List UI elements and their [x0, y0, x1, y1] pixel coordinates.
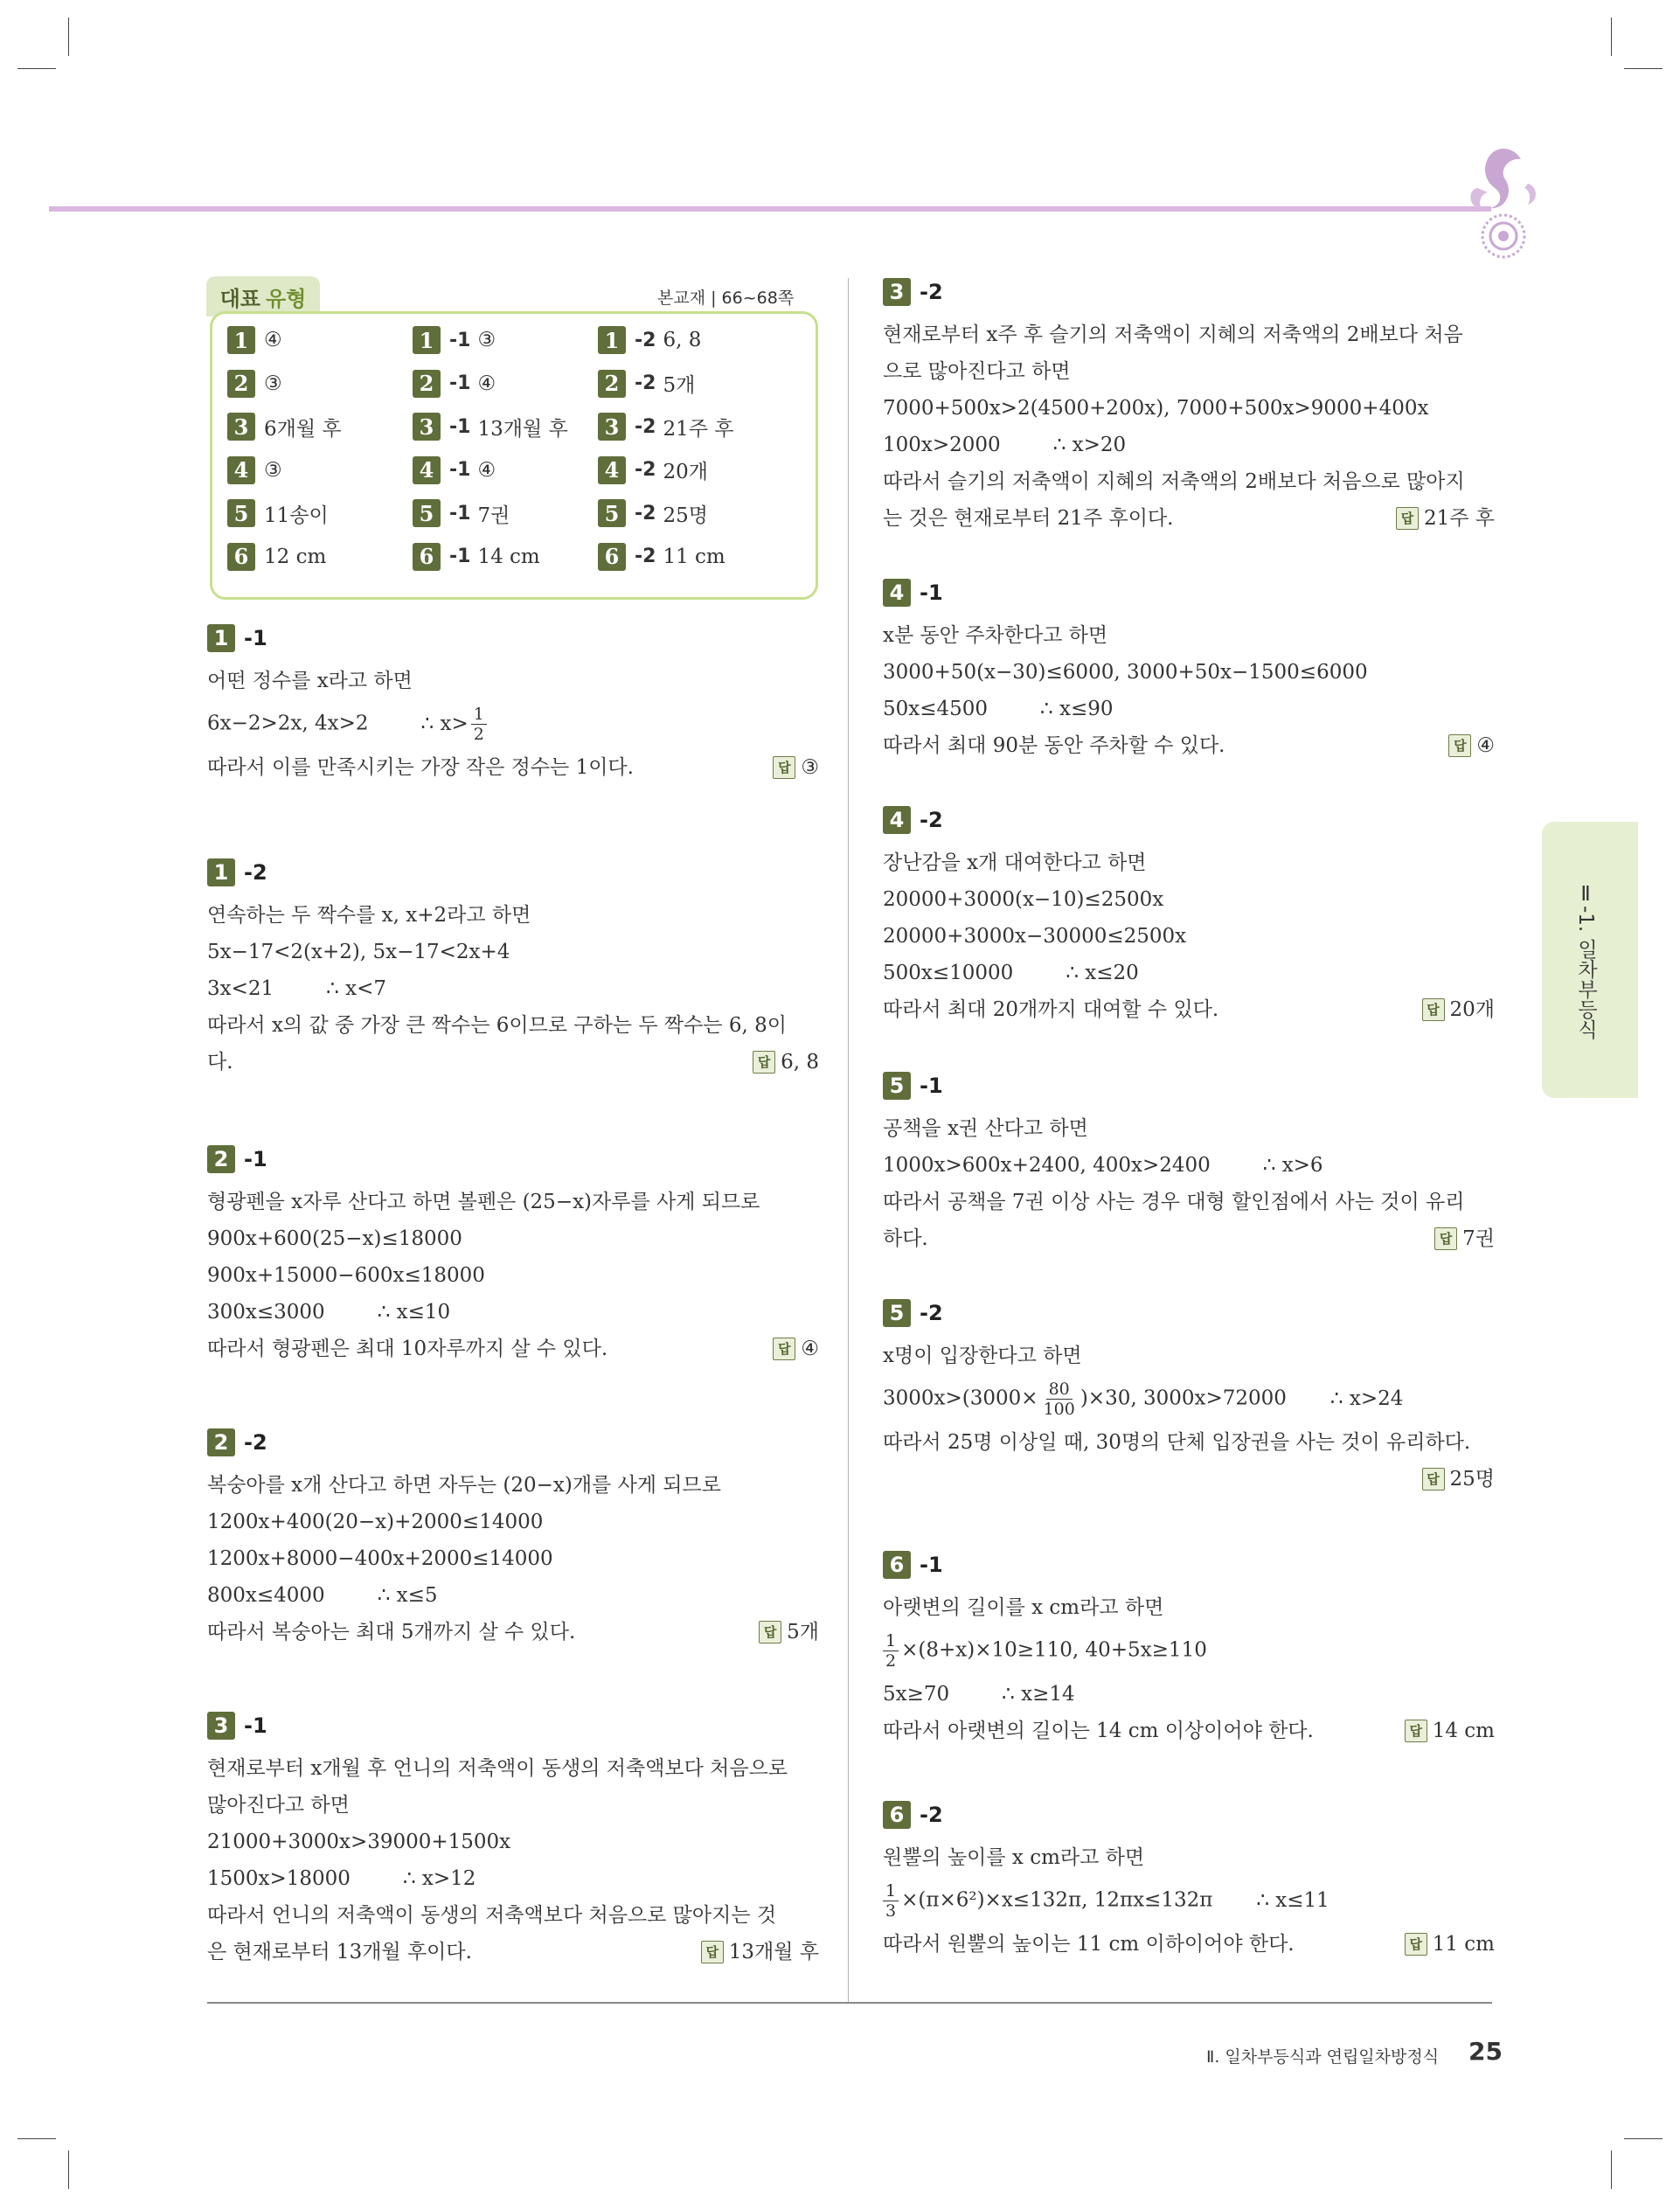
- problem-number-badge: 3: [227, 413, 255, 441]
- header-rule: [49, 206, 1491, 212]
- sub-number: -2: [635, 415, 656, 438]
- answer-grid-cell: [227, 498, 329, 528]
- answer-value: 7권: [477, 504, 510, 527]
- answer: 답 ④: [773, 1331, 819, 1367]
- answer: 답 25명: [1422, 1461, 1496, 1498]
- answer-mark-icon: 답: [759, 1621, 781, 1644]
- problem-number-badge: 1: [598, 326, 626, 354]
- problem-number-badge: 3: [413, 413, 441, 441]
- answer: 답 ③: [773, 749, 819, 786]
- problem-number-badge: 6: [227, 543, 255, 571]
- answer-mark-icon: 답: [1434, 1227, 1457, 1250]
- problem-4-1: 4 -1 x분 동안 주차한다고 하면 3000+50(x−30)≤6000, 3000+50x−1500≤6000 50x≤4500 ∴ x≤90 따라서 최대 90분 동안 주차할 수 있다. 답 ④: [883, 579, 1495, 764]
- answer-grid-cell: [598, 542, 725, 572]
- answer-mark-icon: 답: [773, 756, 795, 779]
- answer: 답 ④: [1448, 727, 1495, 764]
- sub-number: -2: [635, 459, 656, 481]
- answer-grid-cell: [227, 455, 282, 485]
- crop-mark: [1624, 2138, 1663, 2139]
- fraction: $\frac{1}{2}$: [883, 1631, 899, 1671]
- answer-value: ④: [477, 458, 496, 482]
- problem-3-2: 3 -2 현재로부터 x주 후 슬기의 저축액이 지혜의 저축액의 2배보다 처음 으로 많아진다고 하면 7000+500x>2(4500+200x), 7000+500x>9000+400x 100x>2000 ∴ x>20 따라서 슬기의 저축액이 지혜의 저축액의 2배보다 처음으로 많아지 는 것은 현재로부터 21주 후이다. 답 21주 후: [883, 278, 1495, 537]
- answer-value: 11송이: [264, 504, 329, 527]
- sub-number: -2: [635, 329, 656, 351]
- crop-mark: [1611, 17, 1612, 56]
- answer: 답 11 cm: [1405, 1926, 1495, 1963]
- textbook-reference: 본교재 | 66~68쪽: [657, 288, 795, 308]
- answer-value: ④: [264, 329, 282, 351]
- answer-value: 6개월 후: [264, 417, 342, 441]
- answer-mark-icon: 답: [753, 1051, 775, 1074]
- answer-value: ③: [264, 372, 282, 395]
- answer-value: 11 cm: [663, 545, 725, 568]
- problem-1-2: 1 -2 연속하는 두 짝수를 x, x+2라고 하면 5x−17<2(x+2), 5x−17<2x+4 3x<21 ∴ x<7 따라서 x의 값 중 가장 큰 짝수는 6이므로 구하는 두 짝수는 6, 8이 다. 답 6, 8: [207, 858, 819, 1081]
- answer: 답 20개: [1422, 991, 1496, 1028]
- answer-grid-cell: [227, 325, 282, 355]
- crop-mark: [1611, 2151, 1612, 2189]
- answer-grid-cell: [598, 369, 695, 399]
- problem-number-badge: 1: [207, 858, 235, 886]
- problem-number-badge: 4: [883, 806, 911, 834]
- answer-mark-icon: 답: [1405, 1933, 1427, 1956]
- answer-mark-icon: 답: [1448, 734, 1471, 757]
- answer-mark-icon: 답: [701, 1941, 724, 1963]
- problem-4-2: 4 -2 장난감을 x개 대여한다고 하면 20000+3000(x−10)≤2500x 20000+3000x−30000≤2500x 500x≤10000 ∴ x≤20 따라서 최대 20개까지 대여할 수 있다. 답 20개: [883, 806, 1495, 1028]
- problem-5-2: 5 -2 x명이 입장한다고 하면 3000x>(3000× $\frac{80}{100}$ )×30, 3000x>72000 ∴ x>24 따라서 25명 이상일 때, 30명의 단체 입장권을 사는 것이 유리하다. 답 25명: [883, 1299, 1495, 1498]
- problem-number-badge: 5: [598, 499, 626, 527]
- problem-number-badge: 2: [413, 370, 441, 398]
- sub-number: -1: [449, 372, 471, 394]
- answer-value: ④: [477, 372, 496, 395]
- problem-number-badge: 4: [598, 456, 626, 484]
- answer-grid-cell: [598, 325, 701, 355]
- flower-ornament-icon: [1451, 140, 1547, 262]
- footer-chapter-title: Ⅱ. 일차부등식과 연립일차방정식: [1206, 2047, 1440, 2067]
- crop-mark: [17, 2138, 56, 2139]
- sub-number: -1: [449, 546, 471, 567]
- problem-number-badge: 6: [413, 543, 441, 571]
- answer-value: 5개: [663, 374, 696, 397]
- answer-grid-cell: [413, 498, 510, 528]
- representative-type-tag: 대표 유형: [206, 276, 320, 316]
- problem-number-badge: 5: [883, 1072, 911, 1100]
- problem-number-badge: 4: [883, 579, 911, 607]
- answer-grid-cell: [413, 455, 496, 485]
- answer-mark-icon: 답: [1422, 998, 1445, 1021]
- answer-grid-cell: [413, 325, 496, 355]
- page-number: 25: [1468, 2037, 1503, 2066]
- problem-number-badge: 6: [883, 1801, 911, 1829]
- sub-number: -2: [635, 372, 656, 394]
- bottom-rule: [207, 2002, 1492, 2004]
- answer-grid-cell: [227, 369, 282, 399]
- crop-mark: [68, 2151, 69, 2189]
- answer-mark-icon: 답: [1422, 1468, 1445, 1491]
- answer: 답 6, 8: [753, 1044, 819, 1081]
- problem-number-badge: 6: [598, 543, 626, 571]
- problem-number-badge: 5: [227, 499, 255, 527]
- answer-grid-cell: [413, 542, 540, 572]
- problem-number-badge: 3: [598, 413, 626, 441]
- fraction: $\frac{80}{100}$: [1043, 1379, 1075, 1419]
- answer-value: 25명: [663, 504, 708, 527]
- problem-number-badge: 2: [598, 370, 626, 398]
- answer-value: 21주 후: [663, 417, 734, 441]
- fraction: $\frac{1}{3}$: [883, 1881, 899, 1921]
- problem-1-1: 1 -1 어떤 정수를 x라고 하면 6x−2>2x, 4x>2 ∴ x> $\frac{1}{2}$ 따라서 이를 만족시키는 가장 작은 정수는 1이다. 답 ③: [207, 624, 819, 786]
- column-divider: [848, 278, 849, 2002]
- sub-number: -1: [449, 459, 471, 481]
- answer-grid-cell: [598, 455, 708, 485]
- answer-value: 20개: [663, 461, 708, 483]
- problem-3-1: 3 -1 현재로부터 x개월 후 언니의 저축액이 동생의 저축액보다 처음으로 많아진다고 하면 21000+3000x>39000+1500x 1500x>18000 ∴ x>12 따라서 언니의 저축액이 동생의 저축액보다 처음으로 많아지는 것 은 현재로부터 13개월 후이다. 답 13개월 후: [207, 1712, 819, 1970]
- crop-mark: [68, 17, 69, 56]
- problem-number-badge: 5: [883, 1299, 911, 1327]
- crop-mark: [17, 68, 56, 69]
- problem-5-1: 5 -1 공책을 x권 산다고 하면 1000x>600x+2400, 400x>2400 ∴ x>6 따라서 공책을 7권 이상 사는 경우 대형 할인점에서 사는 것이 유리 하다. 답 7권: [883, 1072, 1495, 1257]
- answer: 답 7권: [1434, 1220, 1495, 1257]
- answer-grid-cell: [598, 412, 733, 441]
- problem-number-badge: 2: [227, 370, 255, 398]
- crop-mark: [1624, 68, 1663, 69]
- answer-mark-icon: 답: [1405, 1720, 1427, 1742]
- problem-6-1: 6 -1 아랫변의 길이를 x cm라고 하면 $\frac{1}{2}$ ×(8+x)×10≥110, 40+5x≥110 5x≥70 ∴ x≥14 따라서 아랫변의 길이는 14 cm 이상이어야 한다. 답 14 cm: [883, 1551, 1495, 1749]
- sub-number: -1: [449, 329, 471, 351]
- problem-number-badge: 4: [413, 456, 441, 484]
- answer-value: ③: [477, 329, 496, 351]
- answer: 답 13개월 후: [701, 1934, 819, 1970]
- sub-number: -1: [449, 415, 471, 438]
- answer-mark-icon: 답: [773, 1338, 795, 1360]
- problem-number-badge: 2: [207, 1428, 235, 1456]
- problem-number-badge: 1: [413, 326, 441, 354]
- problem-6-2: 6 -2 원뿔의 높이를 x cm라고 하면 $\frac{1}{3}$ ×(π×6²)×x≤132π, 12πx≤132π ∴ x≤11 따라서 원뿔의 높이는 11 cm 이하이어야 한다. 답 11 cm: [883, 1801, 1495, 1963]
- answer: 답 5개: [759, 1614, 819, 1651]
- answer-grid-cell: [413, 412, 568, 441]
- problem-number-badge: 6: [883, 1551, 911, 1579]
- problem-2-1: 2 -1 형광펜을 x자루 산다고 하면 볼펜은 (25−x)자루를 사게 되므로 900x+600(25−x)≤18000 900x+15000−600x≤18000 300x≤3000 ∴ x≤10 따라서 형광펜은 최대 10자루까지 살 수 있다. 답 ④: [207, 1145, 819, 1367]
- answer-value: 14 cm: [477, 545, 540, 568]
- problem-number-badge: 1: [207, 624, 235, 652]
- answer-grid-cell: [227, 412, 342, 441]
- problem-number-badge: 3: [207, 1712, 235, 1740]
- problem-number-badge: 5: [413, 499, 441, 527]
- answer-grid-cell: [227, 542, 326, 572]
- answer-value: 12 cm: [264, 545, 327, 568]
- answer: 답 14 cm: [1405, 1713, 1495, 1749]
- sub-number: -1: [449, 502, 471, 525]
- problem-number-badge: 2: [207, 1145, 235, 1173]
- answer-mark-icon: 답: [1396, 507, 1419, 530]
- problem-number-badge: 3: [883, 278, 911, 306]
- sub-number: -2: [635, 502, 656, 525]
- answer-grid-cell: [598, 498, 708, 528]
- problem-number-badge: 4: [227, 456, 255, 484]
- answer-grid-cell: [413, 369, 496, 399]
- answer-value: 6, 8: [663, 329, 702, 351]
- problem-number-badge: 1: [227, 326, 255, 354]
- problem-2-2: 2 -2 복숭아를 x개 산다고 하면 자두는 (20−x)개를 사게 되므로 1200x+400(20−x)+2000≤14000 1200x+8000−400x+2000≤14000 800x≤4000 ∴ x≤5 따라서 복숭아는 최대 5개까지 살 수 있다. 답 5개: [207, 1428, 819, 1651]
- answer-value: ③: [264, 458, 282, 482]
- sub-number: -2: [635, 546, 656, 567]
- fraction: $\frac{1}{2}$: [471, 705, 487, 744]
- answer-value: 13개월 후: [477, 417, 568, 441]
- chapter-side-tab-label: Ⅱ-1. 일차부등식: [1574, 883, 1597, 1039]
- answer: 답 21주 후: [1396, 500, 1495, 537]
